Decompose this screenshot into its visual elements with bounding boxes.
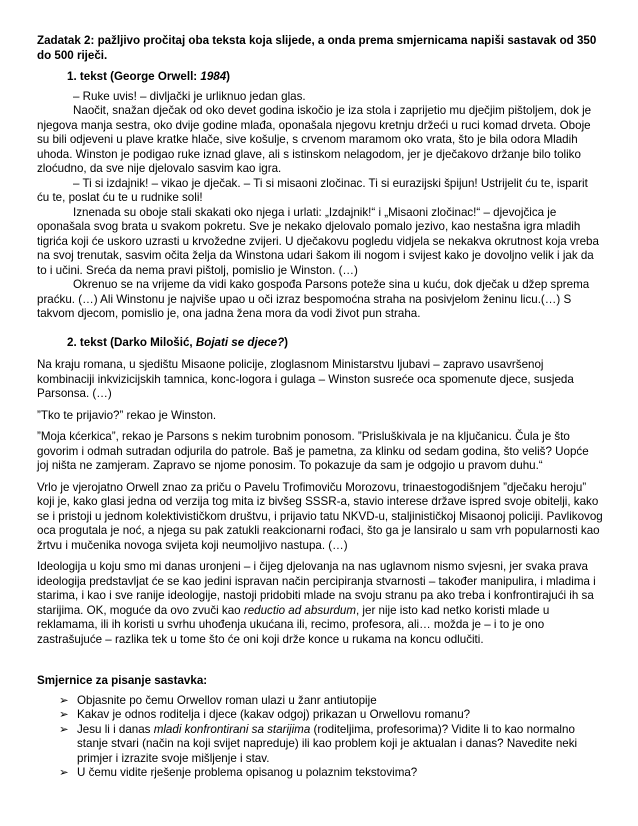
text2-paragraph-5-end: , jer nije isto kad netko koristi mlade u reklamama, ili ih koristi u svrhu uhođenja ukućana ili, recimo, profesora, ali… možda je – i to je ono zastrašujuće – razlika tek u tome što će oni koji drže konce u rukama na koncu odlučiti. bbox=[37, 603, 550, 646]
text2-paragraph-1: Na kraju romana, u sjedištu Misaone policije, zloglasnom Ministarstvu ljubavi – zapravo usavršenoj kombinaciji inkvizicijskih tamnica, konc-logora i gulaga – Winston susreće oca spomenute djece, susjeda Parsonsa. (…) bbox=[37, 358, 574, 400]
guideline-text-1: Objasnite po čemu Orwellov roman ulazi u žanr antiutopije bbox=[77, 693, 377, 707]
guideline-text-3-start: Jesu li i danas bbox=[77, 722, 154, 736]
text1-heading bbox=[37, 70, 603, 85]
text2-paragraph-5-italic: reductio ad absurdum bbox=[243, 603, 356, 617]
text1-paragraph-5: Okrenuo se na vrijeme da vidi kako gospođa Parsons poteže sina u kuću, dok dječak u džep sprema praćku. (…) Ali Winstonu je najviše upao u oči izraz bespomoćna straha na posivjelom ženinu licu.(…) S takvom djecom, pomislio je, ona jadna žena mora da vodi život pun straha. bbox=[37, 278, 590, 320]
text1-heading-prefix: 1. tekst (George Orwell: bbox=[67, 70, 201, 83]
text2-heading bbox=[37, 336, 603, 351]
guidelines-title: Smjernice za pisanje sastavka: bbox=[37, 674, 208, 687]
guideline-text-4: U čemu vidite rješenje problema opisanog u polaznim tekstovima? bbox=[77, 766, 418, 779]
text2-heading-title: Bojati se djece? bbox=[195, 335, 285, 349]
task-instruction: Zadatak 2: pažljivo pročitaj oba teksta koja slijede, a onda prema smjernicama napiši sastavak od 350 do 500 riječi. bbox=[37, 34, 597, 62]
arrow-bullet-icon: ➢ bbox=[59, 722, 69, 736]
guideline-text-3-end: (roditeljima, profesorima)? Vidite li to kao normalno stanje stvari (način na koji svijet napreduje) ili kao problem koji je aktualan i danas? Navedite neki primjer i izrazite svoje mišljenje i stav. bbox=[77, 722, 578, 765]
text2-heading-prefix: 2. tekst (Darko Milošić, bbox=[67, 335, 196, 349]
text1-heading-suffix: ) bbox=[226, 70, 231, 83]
text2-paragraph-4: Vrlo je vjerojatno Orwell znao za priču o Pavelu Trofimoviču Morozovu, trinaestogodišnjem ”dječaku heroju” koji je, kako glasi jedna od verzija tog mita iz bivšeg SSSR-a, stavio interese države ispred svoje obitelji, kako se i pristoji u jednom kolektivističkom društvu, i prijavio tatu NKVD-u, staljinističkoj Misaonoj policiji. Pavlikovog oca progutala je noć, a njega su pak zatukli reakcionarni rođaci, što ga je lansiralo u sam vrh popularnosti kao žrtvu i mučenika novoga svijeta koji neumoljivo nastupa. (…) bbox=[37, 480, 603, 552]
text1-heading-title: 1984 bbox=[200, 70, 227, 83]
guideline-item-3 bbox=[37, 723, 603, 767]
arrow-bullet-icon: ➢ bbox=[59, 693, 69, 707]
guideline-text-2: Kakav je odnos roditelja i djece (kakav odgoj) prikazan u Orwellovu romanu? bbox=[77, 708, 471, 721]
text1-paragraph-1: – Ruke uvis! – divljački je urliknuo jedan glas. bbox=[73, 89, 306, 103]
text2-paragraph-3: ”Moja kćerkica”, rekao je Parsons s nekim turobnim ponosom. ”Prisluškivala je na ključanicu. Čula je što govorim i odmah sutradan odjurila do patrole. Baš je pametna, za klinku od sedam godina, što veliš? Uopće joj ništa ne zamjeram. Zapravo se njome ponosim. To pokazuje da sam je odgojio u pravom duhu.“ bbox=[37, 430, 589, 472]
text2-heading-suffix: ) bbox=[284, 335, 289, 349]
text1-paragraph-3: – Ti si izdajnik! – vikao je dječak. – Ti si misaoni zločinac. Ti si eurazijski špijun! Ustrijelit ću te, isparit ću te, poslat ću te u rudnike soli! bbox=[37, 176, 588, 204]
arrow-bullet-icon: ➢ bbox=[59, 766, 69, 779]
guideline-item-1 bbox=[37, 694, 603, 709]
guideline-text-3-italic: mladi konfrontirani sa starijima bbox=[153, 722, 311, 736]
text2-paragraph-2: ”Tko te prijavio?” rekao je Winston. bbox=[37, 408, 217, 422]
arrow-bullet-icon: ➢ bbox=[59, 708, 69, 721]
text1-paragraph-4: Iznenada su oboje stali skakati oko njega i urlati: „Izdajnik!“ i „Misaoni zločinac!“ – djevojčica je oponašala svog brata u svakom pokretu. Sve je nekako djelovalo pomalo jezivo, kao nestašna igra mladih tigrića koji će uskoro uzrasti u krvožedne zvijeri. U dječakovu pogledu vidjela se nekakva okrutnost koja vreba na svoj trenutak, sasvim očita želja da Winstona udari šakom ili nogom i svijest kako je dovoljno velik i jak da to i učini. Sreća da nema pravi pištolj, pomislio je Winston. (…) bbox=[37, 205, 599, 277]
text2-paragraph-5 bbox=[37, 560, 603, 647]
text2-paragraph-5-start: Ideologija u koju smo mi danas uronjeni – i čijeg djelovanja na nas uglavnom nismo svjesni, jer svaka prava ideologija predstavljat će se kao jedini ispravan način percipiranja stvarnosti – također manipulira, i mladima i starima, i kao i sve ranije ideologije, nastoji pridobiti mlade na svoju stranu pa ako treba i konfrontirajući ih sa starijima. OK, moguće da ovo zvuči kao bbox=[37, 560, 596, 617]
text1-paragraph-2: Naočit, snažan dječak od oko devet godina iskočio je iza stola i zaprijetio mu dječjim pištoljem, dok je njegova manja sestra, oko dvije godine mlađa, oponašala njegovu kretnju držeći u ruci komad drveta. Oboje su bili odjeveni u plave kratke hlače, sive košulje, s crvenom maramom oko vrata, što je bila odora Mladih uhoda. Winston je podigao ruke iznad glave, ali s istinskom nelagodom, jer je dječakovo držanje bilo toliko zloćudno, da sve nije djelovalo sasvim kao igra. bbox=[37, 104, 592, 175]
document-page bbox=[37, 34, 603, 781]
guidelines-list bbox=[37, 694, 603, 781]
guideline-item-4 bbox=[37, 766, 603, 781]
guideline-item-2 bbox=[37, 708, 603, 723]
